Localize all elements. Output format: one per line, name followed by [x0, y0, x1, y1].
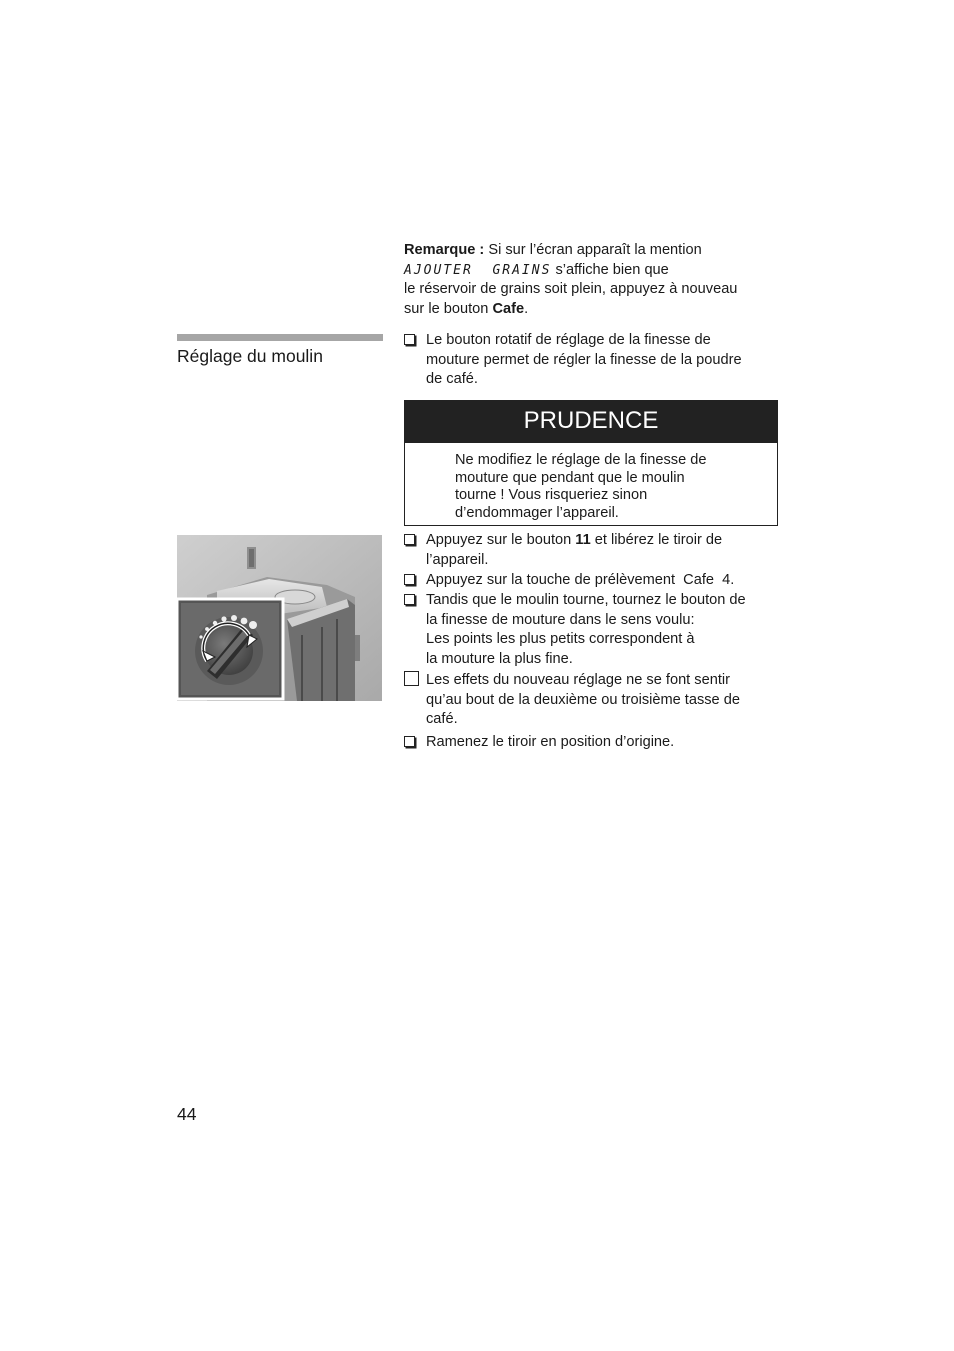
caution-box [404, 400, 778, 526]
remark-line-2: AJOUTER GRAINS s’affiche bien que [404, 261, 669, 278]
grinder-knob-photo [177, 535, 382, 701]
intro-text: Le bouton rotatif de réglage de la finesse de mouture permet de régler la finesse de la poudre de café. [426, 332, 742, 387]
remark-label: Remarque : [404, 242, 485, 258]
step-release-drawer: Appuyez sur le bouton 11 et libérez le tiroir de l’appareil. [404, 531, 774, 571]
caution-text: Ne modifiez le réglage de la finesse de mouture que pendant que le moulin tourne ! Vous risqueriez sinon d’endommager l’appareil. [455, 452, 707, 521]
checkbox-icon [404, 736, 415, 747]
checkbox-icon [404, 594, 415, 605]
note-box-icon [404, 671, 419, 686]
cafe-key-ref: Cafe [683, 572, 714, 588]
key-number: 4 [722, 572, 731, 588]
cafe-button-ref: Cafe [492, 300, 525, 317]
button-number: 11 [575, 532, 591, 548]
step-press-cafe: Appuyez sur la touche de prélèvement Cafe 4. [404, 571, 774, 591]
checkbox-icon [404, 334, 415, 345]
grinder-illustration [177, 535, 382, 701]
page-number: 44 [177, 1104, 197, 1124]
display-message: AJOUTER GRAINS [404, 262, 552, 278]
step-return-drawer: Ramenez le tiroir en position d’origine. [404, 733, 774, 753]
step-turn-knob: Tandis que le moulin tourne, tournez le bouton de la finesse de mouture dans le sens voulu: Les points les plus petits correspondent à la mouture la plus fine. [404, 591, 774, 671]
remark-line-1: Remarque : Si sur l’écran apparaît la mention [404, 242, 702, 258]
checkbox-icon [404, 534, 415, 545]
intro-item [404, 331, 774, 391]
caution-heading: PRUDENCE [405, 401, 777, 443]
note-effects: Les effets du nouveau réglage ne se font sentir qu’au bout de la deuxième ou troisième tasse de café. [404, 671, 774, 731]
checkbox-icon [404, 574, 415, 585]
section-rule [177, 334, 383, 341]
section-title: Réglage du moulin [177, 346, 323, 366]
remark-note [404, 241, 774, 319]
remark-line-3: le réservoir de grains soit plein, appuyez à nouveau [404, 281, 738, 297]
remark-line-4: sur le bouton Cafe. [404, 300, 529, 317]
